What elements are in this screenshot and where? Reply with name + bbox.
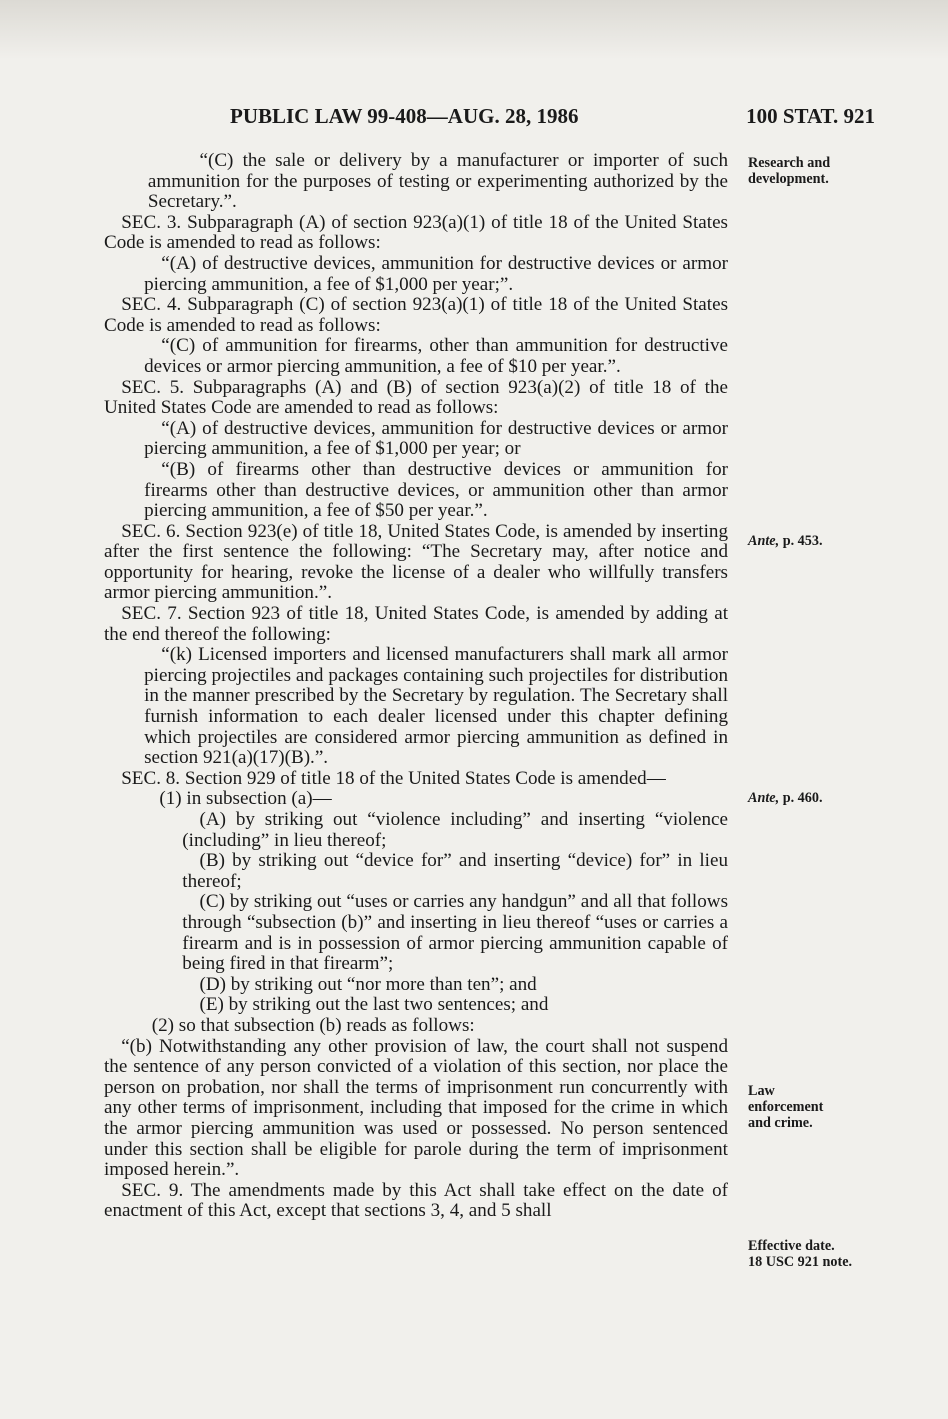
ante-italic: Ante, <box>748 533 780 549</box>
section-8: SEC. 8. Section 929 of title 18 of the United States Code is amended— <box>121 767 666 789</box>
item-a-violence: (A) by striking out “violence including” and inserting “violence (including” in lieu thereof; <box>182 809 728 851</box>
quote-c-ammunition: “(C) of ammunition for firearms, other than ammunition for destructive devices or armor piercing ammunition, a fee of $10 per year.”. <box>144 335 728 377</box>
public-law-title: PUBLIC LAW 99-408—AUG. 28, 1986 <box>230 104 579 128</box>
margin-note-ante-460 <box>748 790 938 806</box>
item-e-last-sentences: (E) by striking out the last two sentences; and <box>199 994 549 1016</box>
margin-note-usc: 18 USC 921 note. <box>748 1254 853 1270</box>
margin-note-law-enforcement: Law enforcement and crime. <box>748 1083 824 1131</box>
section-6: SEC. 6. Section 923(e) of title 18, United States Code, is amended by inserting after the first sentence the following: “The Secretary may, after notice and opportunity for hearing, revoke the license of a dealer who willfully transfers armor piercing ammunition.”. <box>104 520 728 604</box>
quote-k-licensed: “(k) Licensed importers and licensed manufacturers shall mark all armor piercing projectiles and packages containing such projectiles for distribution in the manner prescribed by the Secretary by regulation. The Secretary shall furnish information to each dealer licensed under this chapter defining which projectiles are considered armor piercing ammunition as defined in section 921(a)(17)(B).”. <box>144 644 728 769</box>
quote-a-destructive-2: “(A) of destructive devices, ammunition for destructive devices or armor piercing ammunition, a fee of $1,000 per year; or <box>144 417 728 460</box>
stat-page-number: 100 STAT. 921 <box>746 104 875 128</box>
scan-shadow <box>0 0 948 60</box>
ante-italic: Ante, <box>748 790 780 806</box>
law-text <box>104 151 728 1222</box>
margin-note-effective-date: Effective date. <box>748 1238 835 1254</box>
section-7: SEC. 7. Section 923 of title 18, United States Code, is amended by adding at the end thereof the following: <box>104 603 728 645</box>
item-b-device: (B) by striking out “device for” and inserting “device) for” in lieu thereof; <box>182 850 728 892</box>
item-1-subsection-a: (1) in subsection (a)— <box>159 788 332 810</box>
item-2-subsection-b: (2) so that subsection (b) reads as follows: <box>151 1014 475 1036</box>
section-9: SEC. 9. The amendments made by this Act shall take effect on the date of enactment of this Act, except that sections 3, 4, and 5 shall <box>104 1179 728 1222</box>
item-d-nor-more: (D) by striking out “nor more than ten”; and <box>199 973 537 995</box>
margin-note-ante-453 <box>748 533 938 549</box>
paragraph-c-sale: “(C) the sale or delivery by a manufacturer or importer of such ammunition for the purposes of testing or experimenting authorized by the Secretary.”. <box>147 150 728 213</box>
quote-a-destructive: “(A) of destructive devices, ammunition for destructive devices or armor piercing ammunition, a fee of $1,000 per year;”. <box>144 252 728 295</box>
item-c-handgun: (C) by striking out “uses or carries any handgun” and all that follows through “subsection (b)” and inserting in lieu thereof “uses or carries a firearm and is in possession of armor piercing ammunition capable of being fired in that firearm”; <box>182 891 728 975</box>
ante-page: p. 460. <box>782 790 823 806</box>
quote-b-firearms: “(B) of firearms other than destructive devices or ammunition for firearms other than destructive devices, or ammunition other than armor piercing ammunition, a fee of $50 per year.”. <box>144 458 728 522</box>
quote-b-notwithstanding: “(b) Notwithstanding any other provision of law, the court shall not suspend the sentence of any person convicted of a violation of this section, nor place the person on probation, nor shall the terms of imprisonment run concurrently with any other terms of imprisonment, including that imposed for the crime in which the armor piercing ammunition was used or possessed. No person sentenced under this section shall be eligible for parole during the term of imprisonment imposed herein.”. <box>104 1035 728 1181</box>
section-3: SEC. 3. Subparagraph (A) of section 923(a)(1) of title 18 of the United States Code is amended to read as follows: <box>104 211 728 254</box>
margin-note-research: Research and development. <box>748 155 831 187</box>
section-5: SEC. 5. Subparagraphs (A) and (B) of section 923(a)(2) of title 18 of the United States Code are amended to read as follows: <box>104 376 728 419</box>
section-4: SEC. 4. Subparagraph (C) of section 923(a)(1) of title 18 of the United States Code is amended to read as follows: <box>104 294 728 336</box>
ante-page: p. 453. <box>782 533 823 549</box>
page-header <box>230 104 875 134</box>
